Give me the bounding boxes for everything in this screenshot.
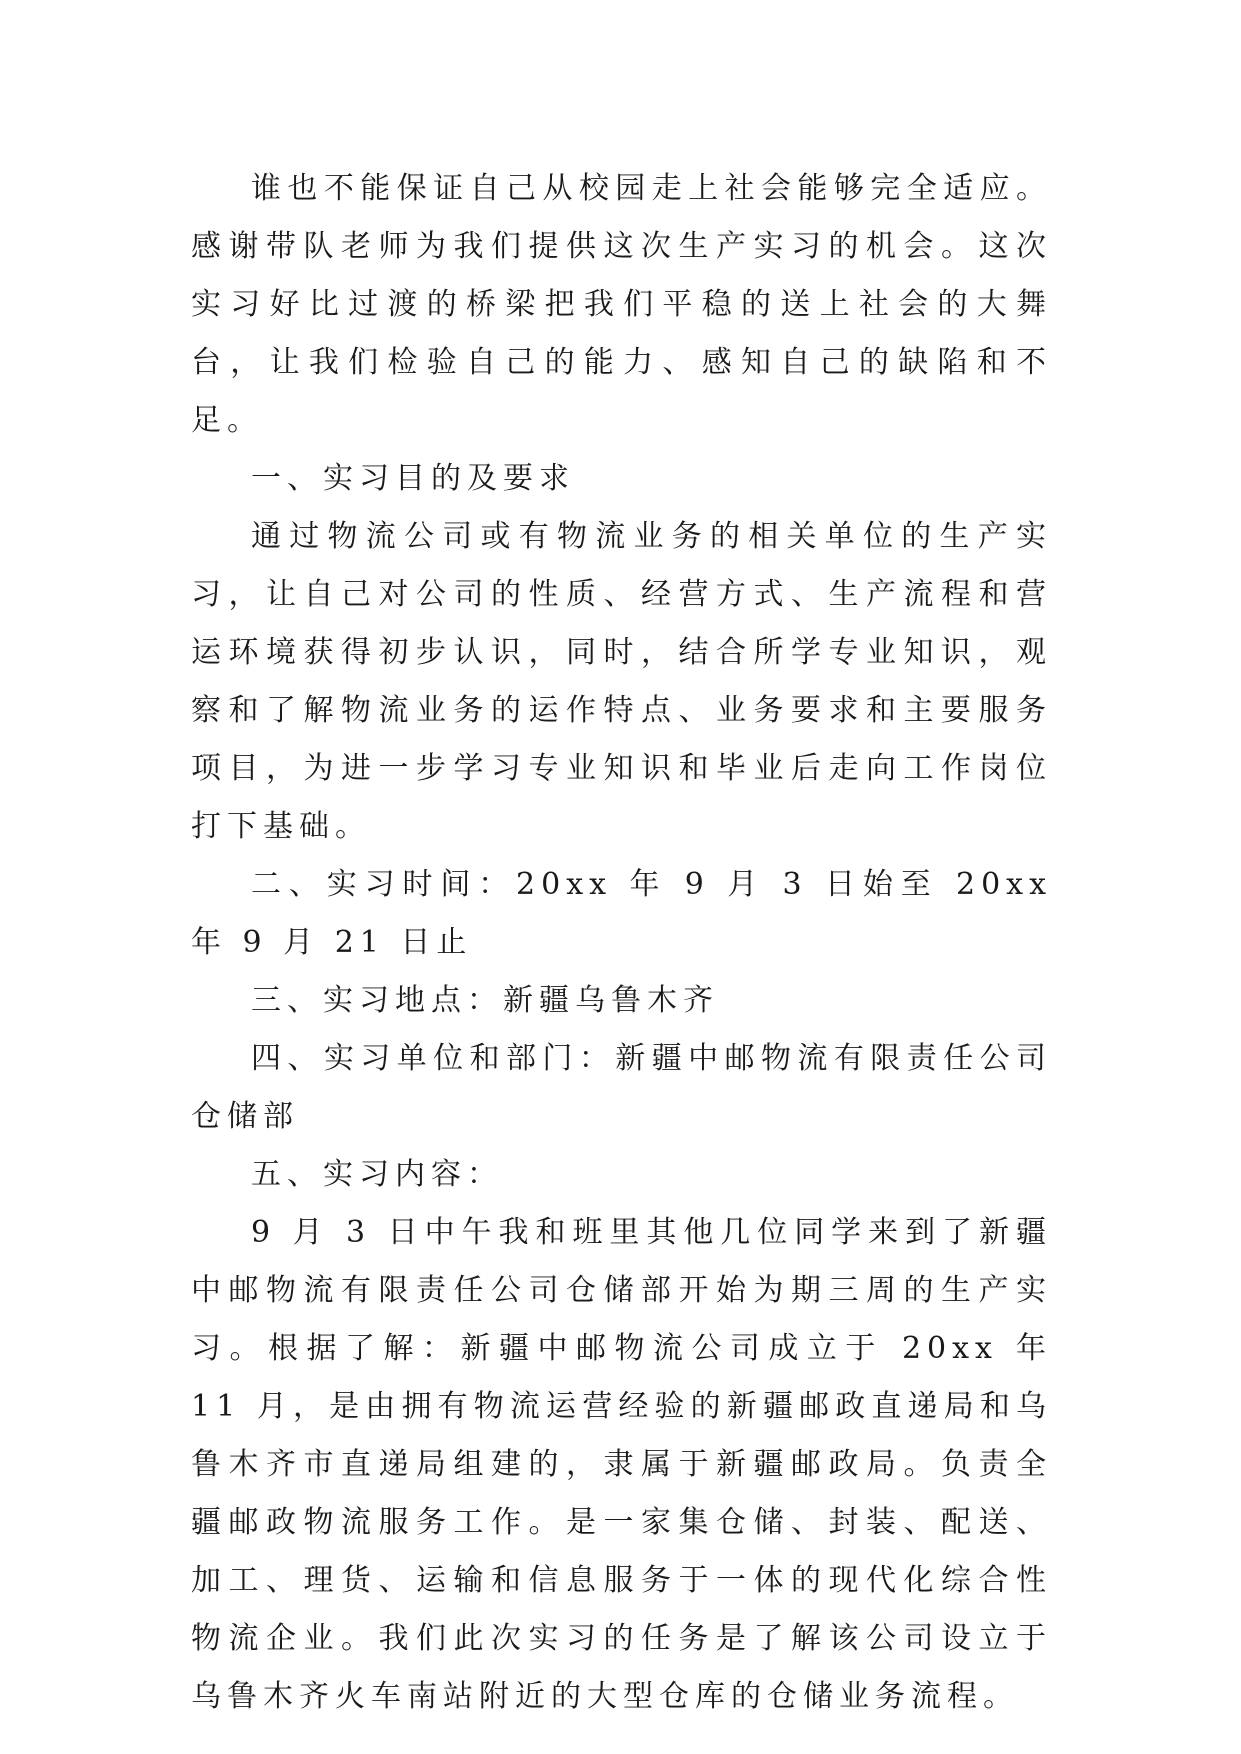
paragraph-location: 三、实习地点：新疆乌鲁木齐 <box>251 983 719 1018</box>
paragraph-time: 二、实习时间：20xx 年 9 月 3 日始至 20xx 年 9 月 21 日止 <box>191 867 1052 960</box>
paragraph-unit: 四、实习单位和部门：新疆中邮物流有限责任公司仓储部 <box>191 1041 1052 1134</box>
paragraph-purpose: 通过物流公司或有物流业务的相关单位的生产实习，让自己对公司的性质、经营方式、生产流程和营运环境获得初步认识，同时，结合所学专业知识，观察和了解物流业务的运作特点、业务要求和主要服务项目，为进一步学习专业知识和毕业后走向工作岗位打下基础。 <box>191 519 1052 844</box>
heading-content: 五、实习内容： <box>251 1157 503 1192</box>
document-body <box>191 160 1052 1726</box>
paragraph-intro: 谁也不能保证自己从校园走上社会能够完全适应。感谢带队老师为我们提供这次生产实习的机会。这次实习好比过渡的桥梁把我们平稳的送上社会的大舞台，让我们检验自己的能力、感知自己的缺陷和不足。 <box>191 171 1052 438</box>
heading-purpose: 一、实习目的及要求 <box>251 461 575 496</box>
paragraph-content: 9 月 3 日中午我和班里其他几位同学来到了新疆中邮物流有限责任公司仓储部开始为期三周的生产实习。根据了解：新疆中邮物流公司成立于 20xx 年 11 月，是由拥有物流运营经验的新疆邮政直递局和乌鲁木齐市直递局组建的，隶属于新疆邮政局。负责全疆邮政物流服务工作。是一家集仓储、封装、配送、加工、理货、运输和信息服务于一体的现代化综合性物流企业。我们此次实习的任务是了解该公司设立于乌鲁木齐火车南站附近的大型仓库的仓储业务流程。 <box>191 1215 1052 1714</box>
